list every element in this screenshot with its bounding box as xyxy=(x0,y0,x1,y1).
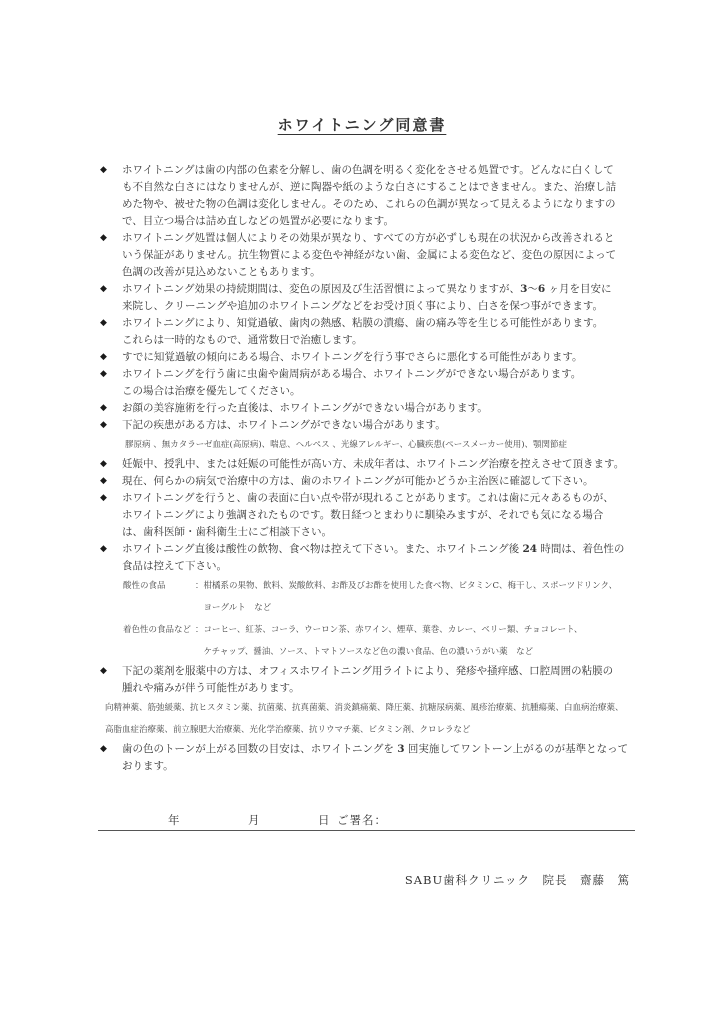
food-category-label: 着色性の食品など xyxy=(123,625,192,635)
bullet-line: おります。 xyxy=(122,760,174,772)
food-category-row xyxy=(100,575,654,619)
food-category-row xyxy=(100,619,654,663)
bullet-item xyxy=(100,456,654,473)
signature-month-label: 月 xyxy=(248,813,260,827)
note-line: 膠原病 、無カタラーゼ血症(高原病)、喘息、ヘルペス 、光線アレルギー、心臓疾患(ペースメーカー使用)、顎関節症 xyxy=(125,440,568,450)
bullet-item xyxy=(100,541,654,575)
bullet-diamond-icon: ◆ xyxy=(100,744,107,754)
bullet-text xyxy=(122,315,654,349)
bullet-line: ホワイトニングを行うと、歯の表面に白い点や帯が現れることがあります。これは歯に元々あるものが、 xyxy=(122,492,614,504)
bullet-text xyxy=(122,741,654,775)
bullet-item xyxy=(100,315,654,349)
bullet-line: 腫れや痛みが伴う可能性があります。 xyxy=(122,682,300,694)
bullet-diamond-icon: ◆ xyxy=(100,459,107,469)
bullet-diamond-icon: ◆ xyxy=(100,318,107,328)
bullet-line: ホワイトニングは歯の内部の色素を分解し、歯の色調を明るく変化をさせる処置です。どんなに白くして xyxy=(122,164,614,176)
bullet-text xyxy=(122,456,654,473)
note-block xyxy=(100,697,654,741)
clinic-director-line: SABU歯科クリニック 院長 齋藤 篤 xyxy=(404,873,630,887)
signature-row xyxy=(98,809,635,831)
bullet-diamond-icon: ◆ xyxy=(100,666,107,676)
bullet-line: ホワイトニング効果の持続期間は、変色の原因及び生活習慣によって異なりますが、3～6 ヶ月を目安に xyxy=(122,283,612,295)
bullet-diamond-icon: ◆ xyxy=(100,369,107,379)
bullet-line: 下記の薬剤を服薬中の方は、オフィスホワイトニング用ライトにより、発疹や掻痒感、口腔周囲の粘膜の xyxy=(122,665,614,677)
bullet-line: いう保証がありません。抗生物質による変色や神経がない歯、金属による変色など、変色の原因によって xyxy=(122,249,617,261)
bullet-line: 歯の色のトーンが上がる回数の目安は、ホワイトニングを 3 回実施してワントーン上がるのが基準となって xyxy=(122,743,629,755)
bullet-item xyxy=(100,366,654,400)
bullet-diamond-icon: ◆ xyxy=(100,233,107,243)
bullet-line: すでに知覚過敏の傾向にある場合、ホワイトニングを行う事でさらに悪化する可能性があります。 xyxy=(122,351,583,363)
food-item-line: 柑橘系の果物、飲料、炭酸飲料、お酢及びお酢を使用した食べ物、ビタミンC、梅干し、スポーツドリンク、 xyxy=(203,581,618,591)
bullet-item xyxy=(100,741,654,775)
bullet-text xyxy=(122,490,654,541)
bullet-line: で、目立つ場合は詰め直しなどの処置が必要になります。 xyxy=(122,215,394,227)
bullet-diamond-icon: ◆ xyxy=(100,284,107,294)
bullet-text xyxy=(122,281,654,315)
signature-day-label: 日 xyxy=(318,813,330,827)
food-category-label: 酸性の食品 xyxy=(123,581,166,591)
food-category-items xyxy=(204,619,654,663)
food-category-colon: ： xyxy=(195,581,204,591)
bullet-line: は、歯科医師・歯科衛生士にご相談下さい。 xyxy=(122,526,332,538)
bullet-diamond-icon: ◆ xyxy=(100,476,107,486)
signature-year-label: 年 xyxy=(168,813,180,827)
bullet-text xyxy=(122,541,654,575)
bullet-text xyxy=(122,663,654,697)
bullet-line: 色調の改善が見込めないこともあります。 xyxy=(122,266,321,278)
bullet-item xyxy=(100,473,654,490)
bullet-line: 来院し、クリーニングや追加のホワイトニングなどをお受け頂く事により、白さを保つ事ができます。 xyxy=(122,300,604,312)
bullet-item xyxy=(100,490,654,541)
bullet-diamond-icon: ◆ xyxy=(100,493,107,503)
food-item-line: ケチャップ、醤油、ソース、トマトソースなど色の濃い食品、色の濃いうがい薬 など xyxy=(203,647,534,657)
bullet-line: この場合は治療を優先してください。 xyxy=(122,385,301,397)
bullet-line: 下記の疾患がある方は、ホワイトニングができない場合があります。 xyxy=(122,419,446,431)
bullet-text xyxy=(122,400,654,417)
bullet-line: お顔の美容施術を行った直後は、ホワイトニングができない場合があります。 xyxy=(122,402,488,414)
bullet-item xyxy=(100,230,654,281)
bullet-line: ホワイトニング直後は酸性の飲物、食べ物は控えて下さい。また、ホワイトニング後 24 時間は、着色性の xyxy=(122,543,625,555)
bullet-line: 妊娠中、授乳中、または妊娠の可能性が高い方、未成年者は、ホワイトニング治療を控えさせて頂きます。 xyxy=(122,458,625,470)
bullet-diamond-icon: ◆ xyxy=(100,544,107,554)
food-item-line: ヨーグルト など xyxy=(203,603,272,613)
bullet-line: これらは一時的なもので、通常数日で治癒します。 xyxy=(122,334,363,346)
bullet-diamond-icon: ◆ xyxy=(100,420,107,430)
bullet-line: ホワイトニング処置は個人によりその効果が異なり、すべての方が必ずしも現在の状況から改善されると xyxy=(122,232,615,244)
bullet-diamond-icon: ◆ xyxy=(100,352,107,362)
bullet-text xyxy=(122,230,654,281)
bullet-item xyxy=(100,663,654,697)
note-line: 向精神薬、筋弛緩薬、抗ヒスタミン薬、抗菌薬、抗真菌薬、消炎鎮痛薬、降圧薬、抗糖尿病薬、風疹治療薬、抗腫瘍薬、白血病治療薬、 xyxy=(105,703,624,713)
bullet-line: 食品は控えて下さい。 xyxy=(122,560,227,572)
signature-name-label: ご署名： xyxy=(337,813,387,827)
food-item-line: コーヒー、紅茶、コーラ、ウーロン茶、赤ワイン、煙草、葉巻、カレー、ベリー類、チョコレート、 xyxy=(203,625,583,635)
bullet-text xyxy=(122,417,654,434)
note-line: 高脂血症治療薬、前立腺肥大治療薬、光化学治療薬、抗リウマチ薬、ビタミン剤、クロレラなど xyxy=(105,725,471,735)
bullet-line: も不自然な白さにはなりませんが、逆に陶器や紙のような白さにすることはできません。また、治療し詰 xyxy=(122,181,617,193)
bullet-text xyxy=(122,162,654,230)
page-title: ホワイトニング同意書 xyxy=(277,116,447,134)
bullet-diamond-icon: ◆ xyxy=(100,165,107,175)
bullet-line: ホワイトニングにより、知覚過敏、歯肉の熱感、粘膜の潰瘍、歯の痛み等を生じる可能性があります。 xyxy=(122,317,604,329)
bullet-line: ホワイトニングにより強調されたものです。数日経つとまわりに馴染みますが、それでも気になる場合 xyxy=(122,509,604,521)
bullet-item xyxy=(100,417,654,434)
bullet-item xyxy=(100,281,654,315)
bullet-text xyxy=(122,366,654,400)
bullet-line: ホワイトニングを行う歯に虫歯や歯周病がある場合、ホワイトニングができない場合があります。 xyxy=(122,368,582,380)
bullet-diamond-icon: ◆ xyxy=(100,403,107,413)
food-category-colon: ： xyxy=(195,625,204,635)
note-block xyxy=(100,434,654,456)
bullet-item xyxy=(100,349,654,366)
bullet-line: めた物や、被せた物の色調は変化しません。そのため、これらの色調が異なって見えるようになりますの xyxy=(122,198,616,210)
bullet-line: 現在、何らかの病気で治療中の方は、歯のホワイトニングが可能かどうか主治医に確認して下さい。 xyxy=(122,475,594,487)
food-category-items xyxy=(204,575,654,619)
bullet-item xyxy=(100,400,654,417)
bullet-list xyxy=(100,162,654,775)
bullet-text xyxy=(122,473,654,490)
bullet-text xyxy=(122,349,654,366)
bullet-item xyxy=(100,162,654,230)
